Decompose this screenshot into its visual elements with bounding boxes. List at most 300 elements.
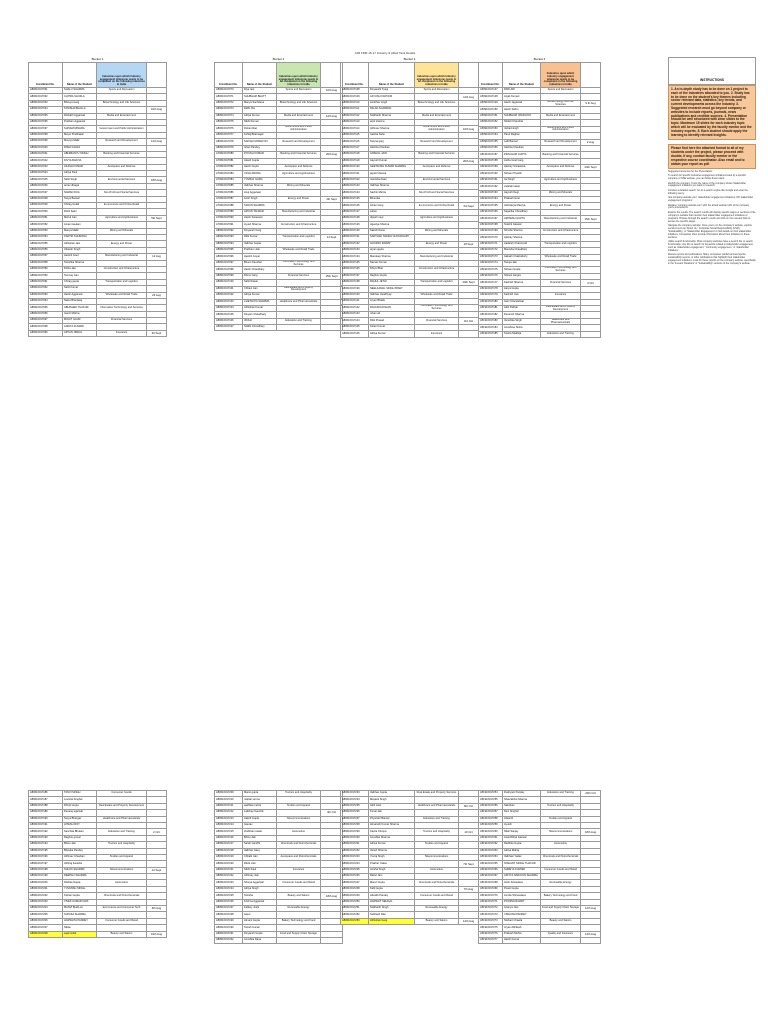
- cell-enrollment[interactable]: A51916017270: [479, 893, 503, 899]
- cell-topic[interactable]: Tourism and Hospitality: [541, 803, 581, 809]
- cell-name[interactable]: Devansh Sharma: [503, 312, 541, 318]
- cell-name[interactable]: Tanuja Jain: [503, 260, 541, 266]
- cell-name[interactable]: Advaith Pandey: [369, 893, 415, 899]
- cell-name[interactable]: Nakul Bhardwaj: [63, 298, 97, 304]
- cell-topic[interactable]: Real Estate and Property Development: [97, 803, 147, 809]
- cell-name[interactable]: Vibhuti: [243, 318, 277, 324]
- cell-topic[interactable]: Education and Training: [541, 331, 581, 337]
- cell-enrollment[interactable]: A80616017112: [341, 113, 369, 119]
- cell-topic[interactable]: [541, 937, 581, 943]
- cell-enrollment[interactable]: A80616017236: [341, 810, 369, 816]
- cell-name[interactable]: Divyanshi Tyagi: [369, 88, 415, 94]
- cell-topic[interactable]: Beauty and Salons: [97, 931, 147, 937]
- cell-topic[interactable]: Aerospace and Defense: [541, 165, 581, 171]
- cell-name[interactable]: Shivani Gupta: [503, 267, 541, 274]
- cell-name[interactable]: VIVEK KUMAR NAIK: [63, 899, 97, 905]
- cell-topic[interactable]: Biotechnology and Life Sciences: [97, 100, 147, 106]
- cell-topic[interactable]: Banking and Financial Services: [541, 152, 581, 158]
- cell-enrollment[interactable]: A70616017083: [215, 171, 243, 177]
- cell-topic[interactable]: Banking and Financial Services: [277, 152, 321, 158]
- cell-name[interactable]: Akash Gupta: [243, 158, 277, 164]
- cell-enrollment[interactable]: A80616017222: [215, 874, 243, 880]
- cell-topic[interactable]: E-commerce and Online Retail: [415, 203, 459, 209]
- cell-topic[interactable]: Construction and Infrastructure: [97, 266, 147, 272]
- cell-enrollment[interactable]: A80616017189: [29, 810, 63, 816]
- cell-name[interactable]: Aditi Pathak: [503, 305, 541, 312]
- cell-enrollment[interactable]: A80616017032: [29, 94, 63, 100]
- cell-due[interactable]: 7th Sept: [459, 861, 479, 867]
- cell-enrollment[interactable]: A50916017155: [479, 139, 503, 145]
- cell-topic[interactable]: Transportation and Logistics: [415, 279, 459, 285]
- cell-name[interactable]: Chhavi Jain: [243, 286, 277, 293]
- cell-topic[interactable]: Information Technology and Services: [541, 267, 581, 274]
- cell-enrollment[interactable]: A80616017038: [29, 132, 63, 138]
- cell-name[interactable]: PALAK AGARWAL: [369, 107, 415, 113]
- cell-due[interactable]: [459, 331, 479, 337]
- cell-name[interactable]: Divyansh Garg: [243, 228, 277, 234]
- cell-topic[interactable]: Real Estate and Property Development: [277, 286, 321, 293]
- cell-topic[interactable]: Construction and Infrastructure: [541, 229, 581, 235]
- cell-name[interactable]: Riya rani: [243, 88, 277, 94]
- cell-topic[interactable]: Research and Development: [277, 139, 321, 145]
- cell-name[interactable]: Agastya Sharma: [369, 222, 415, 228]
- cell-name[interactable]: PIYUSH KUMAR: [243, 152, 277, 158]
- cell-topic[interactable]: Healthcare and Pharmaceuticals: [541, 318, 581, 325]
- cell-name[interactable]: CHETANYA SHARMA: [243, 299, 277, 305]
- cell-enrollment[interactable]: A80616017092: [215, 228, 243, 234]
- cell-enrollment[interactable]: A80616017099: [215, 273, 243, 279]
- cell-name[interactable]: Anuj Aggarwal: [243, 190, 277, 196]
- cell-name[interactable]: Aditya Kumar: [243, 113, 277, 119]
- cell-name[interactable]: Vanshika Singh: [503, 318, 541, 325]
- cell-topic[interactable]: Transportation and Logistics: [541, 241, 581, 247]
- cell-enrollment[interactable]: A80616017219: [215, 854, 243, 860]
- cell-enrollment[interactable]: A80616017248: [341, 886, 369, 892]
- cell-enrollment[interactable]: A80616017211: [215, 803, 243, 809]
- cell-topic[interactable]: Food and Supply Chain Storage: [277, 931, 321, 937]
- cell-enrollment[interactable]: A80616017068: [29, 324, 63, 330]
- cell-topic[interactable]: Consumer Goods: [97, 791, 147, 797]
- cell-name[interactable]: manisha dwan: [369, 177, 415, 183]
- cell-name[interactable]: CHITRA SHUKLA: [63, 94, 97, 100]
- cell-enrollment[interactable]: A80616017237: [341, 816, 369, 822]
- cell-enrollment[interactable]: A80616017240: [341, 835, 369, 841]
- cell-topic[interactable]: Mining and Minerals: [415, 228, 459, 234]
- cell-name[interactable]: Mansi gupta: [243, 791, 277, 797]
- cell-topic[interactable]: Mining and Minerals: [277, 184, 321, 190]
- cell-enrollment[interactable]: A80616017139: [341, 286, 369, 292]
- cell-enrollment[interactable]: A80616017050: [29, 209, 63, 215]
- cell-enrollment[interactable]: A80616017044: [29, 171, 63, 177]
- cell-name[interactable]: Bhumi Kaushal: [243, 260, 277, 267]
- cell-topic[interactable]: Research and Development: [97, 139, 147, 145]
- cell-topic[interactable]: Healthcare and Pharmaceuticals: [97, 816, 147, 822]
- cell-enrollment[interactable]: A80616017117: [341, 145, 369, 151]
- cell-topic[interactable]: Energy and Power: [415, 241, 459, 247]
- cell-name[interactable]: AMITESH GUPTA: [503, 216, 541, 222]
- cell-enrollment[interactable]: A80616017203: [29, 899, 63, 905]
- cell-enrollment[interactable]: A80616017226: [215, 899, 243, 905]
- cell-enrollment[interactable]: A80616017143: [341, 312, 369, 318]
- cell-enrollment[interactable]: A80616017055: [29, 241, 63, 247]
- cell-topic[interactable]: Research and Development: [415, 139, 459, 145]
- cell-name[interactable]: Pratham Aggarwal: [63, 119, 97, 125]
- cell-name[interactable]: Aditya Mahaj: [503, 848, 541, 854]
- cell-enrollment[interactable]: A51916017265: [479, 861, 503, 867]
- cell-name[interactable]: Harsh Chaudhary: [243, 267, 277, 273]
- cell-topic[interactable]: Media and Entertainment: [97, 113, 147, 119]
- cell-topic[interactable]: Government and Public Administration: [415, 126, 459, 133]
- cell-enrollment[interactable]: A80616017039: [29, 139, 63, 145]
- cell-name[interactable]: Shiksh Khandral: [503, 120, 541, 126]
- cell-name[interactable]: Garvit Mishra: [63, 311, 97, 317]
- cell-topic[interactable]: Automotive: [277, 829, 321, 835]
- cell-name[interactable]: Bhumika: [369, 196, 415, 202]
- cell-topic[interactable]: Environmental Services: [415, 177, 459, 183]
- cell-name[interactable]: Sneha Makhija: [503, 331, 541, 337]
- cell-name[interactable]: YUVANSH SINGH: [63, 886, 97, 892]
- cell-name[interactable]: Devang agarwal: [63, 810, 97, 816]
- cell-name[interactable]: Bhavya Garg: [63, 100, 97, 106]
- cell-topic[interactable]: Real Estate and Property Services: [415, 791, 459, 797]
- cell-enrollment[interactable]: A80616017192: [29, 829, 63, 835]
- cell-enrollment[interactable]: A51916017160: [479, 171, 503, 177]
- cell-name[interactable]: Abhishek Kumar: [243, 305, 277, 311]
- cell-name[interactable]: PRACHAM GUPTA: [503, 152, 541, 158]
- cell-due[interactable]: 15th Sept: [581, 216, 601, 222]
- cell-name[interactable]: Aadarsh Chaturvedi: [503, 241, 541, 247]
- cell-enrollment[interactable]: A80616017229: [215, 918, 243, 924]
- cell-topic[interactable]: Insurance: [541, 293, 581, 299]
- cell-name[interactable]: SHIVIKA SHARMA: [63, 912, 97, 918]
- cell-enrollment[interactable]: A80616017094: [215, 241, 243, 247]
- cell-enrollment[interactable]: A51916017163: [479, 190, 503, 196]
- cell-name[interactable]: AAYUSH KAPOOR: [369, 94, 415, 100]
- cell-topic[interactable]: Government and Public Administration: [541, 126, 581, 133]
- cell-name[interactable]: Kashish Sharma: [503, 280, 541, 286]
- cell-enrollment[interactable]: A51916017157: [479, 152, 503, 158]
- cell-enrollment[interactable]: A80616017056: [29, 247, 63, 253]
- cell-enrollment[interactable]: A80616017048: [29, 196, 63, 202]
- cell-topic[interactable]: Manufacturing and Industrial: [415, 254, 459, 260]
- cell-topic[interactable]: Chemicals and Petrochemicals: [97, 893, 147, 899]
- cell-name[interactable]: Devi Singhal: [503, 810, 541, 816]
- cell-name[interactable]: mahak verma: [243, 797, 277, 803]
- cell-topic[interactable]: Information Technology and Services: [415, 305, 459, 312]
- cell-name[interactable]: ARYAN TALWAR: [243, 209, 277, 215]
- cell-enrollment[interactable]: A80616017135: [341, 260, 369, 266]
- cell-name[interactable]: Aarav: [369, 209, 415, 215]
- cell-topic[interactable]: [277, 325, 321, 331]
- cell-enrollment[interactable]: A80616017070: [215, 88, 243, 94]
- cell-enrollment[interactable]: A80616017218: [215, 848, 243, 854]
- cell-topic[interactable]: Textiles and Apparel: [415, 842, 459, 848]
- cell-enrollment[interactable]: A80616017110: [341, 100, 369, 106]
- cell-topic[interactable]: Consumer Goods and Retail: [97, 918, 147, 924]
- cell-enrollment[interactable]: A80616017245: [341, 867, 369, 873]
- cell-enrollment[interactable]: A80616017071: [215, 94, 243, 100]
- cell-name[interactable]: YASH ARORA: [243, 171, 277, 177]
- cell-due[interactable]: 20th Aug: [321, 152, 343, 158]
- cell-enrollment[interactable]: A51916017178: [479, 286, 503, 292]
- cell-enrollment[interactable]: A80616017191: [29, 822, 63, 828]
- cell-name[interactable]: Dhruv Garg: [243, 273, 277, 279]
- cell-name[interactable]: GEETANSH KUMAR SHARMA: [369, 164, 415, 170]
- cell-enrollment[interactable]: A51916017165: [479, 203, 503, 209]
- cell-name[interactable]: Vaibhav Sharma: [243, 184, 277, 190]
- cell-name[interactable]: Aditya Singh: [243, 886, 277, 892]
- cell-enrollment[interactable]: A80616017109: [341, 94, 369, 100]
- cell-enrollment[interactable]: A51916017174: [479, 260, 503, 266]
- cell-enrollment[interactable]: A51916017184: [479, 325, 503, 331]
- cell-enrollment[interactable]: A70616017091: [215, 222, 243, 228]
- cell-name[interactable]: YUVRAJ GARG: [243, 177, 277, 183]
- cell-due[interactable]: 12 Sept: [147, 867, 167, 873]
- cell-name[interactable]: Rohit Saini: [63, 209, 97, 215]
- cell-enrollment[interactable]: A80616017231: [215, 931, 243, 937]
- cell-topic[interactable]: Sports and Recreation: [541, 88, 581, 94]
- cell-enrollment[interactable]: A80616017199: [29, 874, 63, 880]
- cell-name[interactable]: DEEPALI SHARMA: [63, 874, 97, 880]
- cell-enrollment[interactable]: A51916017181: [479, 305, 503, 312]
- cell-enrollment[interactable]: A50916017149: [479, 100, 503, 107]
- cell-topic[interactable]: Aerospace and Defense: [277, 164, 321, 170]
- cell-topic[interactable]: Manufacturing and Industrial: [97, 254, 147, 260]
- cell-enrollment[interactable]: A80616017122: [341, 177, 369, 183]
- cell-enrollment[interactable]: A80616017108: [341, 88, 369, 94]
- cell-name[interactable]: arpit sharma: [369, 119, 415, 125]
- cell-enrollment[interactable]: A51916017273: [479, 912, 503, 918]
- cell-due[interactable]: 4th Sept: [321, 196, 343, 202]
- cell-topic[interactable]: Construction and Infrastructure: [277, 222, 321, 228]
- cell-name[interactable]: Aditya Kumar: [369, 331, 415, 337]
- cell-name[interactable]: ABHISHEK THAKUR: [63, 305, 97, 311]
- cell-name[interactable]: Kavita Chopra: [369, 829, 415, 835]
- cell-enrollment[interactable]: A80616017244: [341, 861, 369, 867]
- cell-name[interactable]: HARSHITA PANDEY: [63, 918, 97, 924]
- cell-due[interactable]: 14 Sept: [321, 235, 343, 241]
- cell-enrollment[interactable]: A80616017072: [215, 100, 243, 106]
- cell-topic[interactable]: Renewable Energy: [415, 906, 459, 912]
- cell-enrollment[interactable]: A80616017093: [215, 235, 243, 241]
- cell-name[interactable]: MANVI BHALLA: [63, 906, 97, 912]
- cell-name[interactable]: Shrishti Sharma: [503, 229, 541, 235]
- cell-enrollment[interactable]: A80616017217: [215, 842, 243, 848]
- cell-enrollment[interactable]: A80616017119: [341, 158, 369, 164]
- cell-enrollment[interactable]: A70616017084: [215, 177, 243, 183]
- cell-name[interactable]: Shreya Aggarwal: [243, 880, 277, 886]
- cell-name[interactable]: Ritvik Jain: [243, 861, 277, 867]
- cell-name[interactable]: Gaurav: [243, 822, 277, 828]
- cell-enrollment[interactable]: A80616017036: [29, 119, 63, 125]
- cell-enrollment[interactable]: A50916017151: [479, 113, 503, 119]
- cell-name[interactable]: Sahil Kumar: [63, 286, 97, 292]
- cell-name[interactable]: Ananya Jain: [503, 906, 541, 912]
- cell-topic[interactable]: Tourism and Hospitality: [97, 842, 147, 848]
- cell-enrollment[interactable]: A51916017261: [479, 835, 503, 841]
- cell-name[interactable]: Mourya Malik: [63, 139, 97, 145]
- cell-enrollment[interactable]: A80616017107: [215, 325, 243, 331]
- cell-enrollment[interactable]: A80616017250: [341, 899, 369, 905]
- cell-due[interactable]: [581, 305, 601, 312]
- cell-enrollment[interactable]: A80616017041: [29, 151, 63, 157]
- cell-name[interactable]: Tanisha: [243, 893, 277, 899]
- cell-name[interactable]: jayant khanna: [369, 171, 415, 177]
- cell-name[interactable]: Nikki Sanjay: [503, 829, 541, 835]
- cell-name[interactable]: Divyansh Gupta: [243, 931, 277, 937]
- cell-name[interactable]: Aryan Bhalla: [369, 299, 415, 305]
- cell-enrollment[interactable]: A51916017167: [479, 216, 503, 222]
- cell-due[interactable]: [321, 937, 343, 943]
- cell-topic[interactable]: Healthcare and Pharmaceuticals: [415, 803, 459, 809]
- cell-name[interactable]: Himani Gupta: [243, 918, 277, 924]
- cell-enrollment[interactable]: A51916017185: [479, 331, 503, 337]
- cell-topic[interactable]: Agriculture and Agribusiness: [277, 171, 321, 177]
- cell-due[interactable]: 11th Aug: [459, 94, 479, 100]
- cell-name[interactable]: Chirag gupta: [63, 279, 97, 285]
- cell-enrollment[interactable]: A80616017253: [341, 918, 369, 924]
- cell-enrollment[interactable]: A70616017090: [215, 216, 243, 222]
- cell-name[interactable]: Ayushi: [503, 822, 541, 828]
- cell-enrollment[interactable]: A70616017089: [215, 209, 243, 215]
- cell-name[interactable]: Mayank Singh: [369, 797, 415, 803]
- cell-enrollment[interactable]: A80616017234: [341, 797, 369, 803]
- cell-enrollment[interactable]: A51916017267: [479, 874, 503, 880]
- cell-name[interactable]: Amrita Shrivastava: [503, 893, 541, 899]
- cell-enrollment[interactable]: A80616017137: [341, 273, 369, 279]
- cell-topic[interactable]: Wholesale and Retail Trade: [277, 247, 321, 253]
- cell-name[interactable]: Sarah Gandhi: [243, 842, 277, 848]
- cell-enrollment[interactable]: A80616017040: [29, 145, 63, 151]
- cell-enrollment[interactable]: A50916017156: [479, 145, 503, 151]
- cell-topic[interactable]: Healthcare and Pharmaceuticals: [277, 299, 321, 305]
- cell-topic[interactable]: Financial Services: [277, 273, 321, 279]
- cell-name[interactable]: TANVI SINGH: [63, 791, 97, 797]
- cell-enrollment[interactable]: A80616017035: [29, 113, 63, 119]
- cell-due[interactable]: 2 Aug: [581, 139, 601, 145]
- cell-enrollment[interactable]: A80616017228: [215, 912, 243, 918]
- cell-name[interactable]: Aastha Sahu: [369, 132, 415, 138]
- cell-name[interactable]: Aakriti Gupta: [243, 816, 277, 822]
- cell-topic[interactable]: Biotechnology and Life Sciences: [277, 100, 321, 106]
- cell-topic[interactable]: Banking and Financial Services: [97, 151, 147, 157]
- cell-enrollment[interactable]: A51916017180: [479, 299, 503, 305]
- cell-due[interactable]: 2 Oct: [147, 829, 167, 835]
- cell-name[interactable]: Aditya Kumar: [369, 842, 415, 848]
- cell-enrollment[interactable]: A80616017129: [341, 222, 369, 228]
- cell-due[interactable]: 4th Oct: [321, 810, 343, 816]
- cell-topic[interactable]: Ecommerce and Consumer Tech: [97, 906, 147, 912]
- cell-topic[interactable]: Wholesale and Retail Trade: [541, 254, 581, 260]
- cell-due[interactable]: 7th Aug: [459, 886, 479, 892]
- cell-enrollment[interactable]: A50916017153: [479, 126, 503, 133]
- cell-name[interactable]: Prathami Jain: [243, 247, 277, 253]
- cell-name[interactable]: PARI ARI: [503, 88, 541, 94]
- cell-enrollment[interactable]: A80616017095: [215, 247, 243, 253]
- cell-topic[interactable]: Wholesale and Retail Trade: [97, 292, 147, 298]
- cell-topic[interactable]: Aerospace and Defense: [415, 164, 459, 170]
- cell-due[interactable]: 15th Sept: [321, 273, 343, 279]
- cell-due[interactable]: 18th Aug: [581, 829, 601, 835]
- cell-topic[interactable]: Construction and Infrastructure: [415, 267, 459, 273]
- cell-enrollment[interactable]: A80616017121: [341, 171, 369, 177]
- cell-enrollment[interactable]: A80616017125: [341, 196, 369, 202]
- cell-enrollment[interactable]: A80616017046: [29, 183, 63, 189]
- cell-name[interactable]: Preeti Gupta: [503, 886, 541, 892]
- cell-enrollment[interactable]: A80616017235: [341, 803, 369, 809]
- cell-enrollment[interactable]: A80616017058: [29, 260, 63, 266]
- cell-enrollment[interactable]: A80616017042: [29, 158, 63, 164]
- cell-name[interactable]: Aayush Kumar: [369, 158, 415, 164]
- cell-enrollment[interactable]: A80616017206: [29, 918, 63, 924]
- cell-due[interactable]: 13th Aug: [581, 931, 601, 937]
- cell-name[interactable]: Abhishek Jain: [63, 241, 97, 247]
- cell-name[interactable]: Manvi Gupta: [369, 880, 415, 886]
- cell-enrollment[interactable]: A80616017128: [341, 216, 369, 222]
- cell-name[interactable]: Naman Kumar: [369, 260, 415, 266]
- cell-enrollment[interactable]: A51916017164: [479, 197, 503, 203]
- cell-enrollment[interactable]: A80616017069: [29, 330, 63, 336]
- cell-enrollment[interactable]: A80616017205: [29, 912, 63, 918]
- cell-enrollment[interactable]: A80616017198: [29, 867, 63, 873]
- cell-enrollment[interactable]: A80616017134: [341, 254, 369, 260]
- cell-enrollment[interactable]: A80616017221: [215, 867, 243, 873]
- cell-name[interactable]: Rishika Gupta: [63, 880, 97, 886]
- cell-name[interactable]: Ketan Kumar: [369, 324, 415, 330]
- cell-enrollment[interactable]: A51916017172: [479, 248, 503, 254]
- cell-name[interactable]: Tanish Kumar: [243, 925, 277, 931]
- cell-enrollment[interactable]: A50916017148: [479, 94, 503, 100]
- cell-enrollment[interactable]: A80616017064: [29, 298, 63, 304]
- cell-topic[interactable]: Transportation and Logistics: [97, 279, 147, 285]
- cell-topic[interactable]: Information Technology and Services: [97, 305, 147, 311]
- cell-enrollment[interactable]: A51916017266: [479, 867, 503, 873]
- cell-enrollment[interactable]: A51916017259: [479, 822, 503, 828]
- cell-name[interactable]: sajal mittal: [63, 931, 97, 937]
- cell-enrollment[interactable]: A80616017242: [341, 848, 369, 854]
- cell-topic[interactable]: Aerospace and Defense: [97, 164, 147, 170]
- cell-name[interactable]: Manisha Chaudhary: [503, 248, 541, 254]
- cell-name[interactable]: SHREYA KUMARI: [503, 867, 541, 873]
- cell-enrollment[interactable]: A80616017230: [215, 925, 243, 931]
- cell-name[interactable]: NEELKAMAL SINGH BISHT: [369, 286, 415, 292]
- cell-enrollment[interactable]: A80616017051: [29, 215, 63, 221]
- cell-name[interactable]: ANSHUL JAIN: [369, 152, 415, 158]
- cell-name[interactable]: Harshit Goyal: [243, 254, 277, 260]
- cell-enrollment[interactable]: A70616017080: [215, 152, 243, 158]
- cell-topic[interactable]: Media and Entertainment: [277, 113, 321, 119]
- cell-enrollment[interactable]: A51916017262: [479, 842, 503, 848]
- cell-enrollment[interactable]: A51916017254: [479, 791, 503, 797]
- cell-topic[interactable]: Insurance: [97, 330, 147, 336]
- cell-name[interactable]: rohan ali: [369, 312, 415, 318]
- cell-name[interactable]: Lalit Bansal: [503, 139, 541, 145]
- cell-name[interactable]: Abhinay Jain: [243, 874, 277, 880]
- cell-topic[interactable]: Consumer Goods and Retail: [277, 880, 321, 886]
- cell-enrollment[interactable]: A80616017063: [29, 292, 63, 298]
- cell-enrollment[interactable]: A80616017187: [29, 797, 63, 803]
- cell-topic[interactable]: Manufacturing and Industrial: [541, 216, 581, 222]
- cell-name[interactable]: Kishan Gupta: [63, 893, 97, 899]
- cell-enrollment[interactable]: A51916017256: [479, 803, 503, 809]
- cell-due[interactable]: 5th Sept: [147, 215, 167, 221]
- cell-enrollment[interactable]: A80616017186: [29, 791, 63, 797]
- cell-name[interactable]: Srashti Jaiswal: [503, 222, 541, 228]
- cell-name[interactable]: Dushyant Pandey: [503, 791, 541, 797]
- cell-enrollment[interactable]: A80616017141: [341, 299, 369, 305]
- cell-name[interactable]: Akshita Chauhan: [369, 145, 415, 151]
- cell-enrollment[interactable]: A80616017241: [341, 842, 369, 848]
